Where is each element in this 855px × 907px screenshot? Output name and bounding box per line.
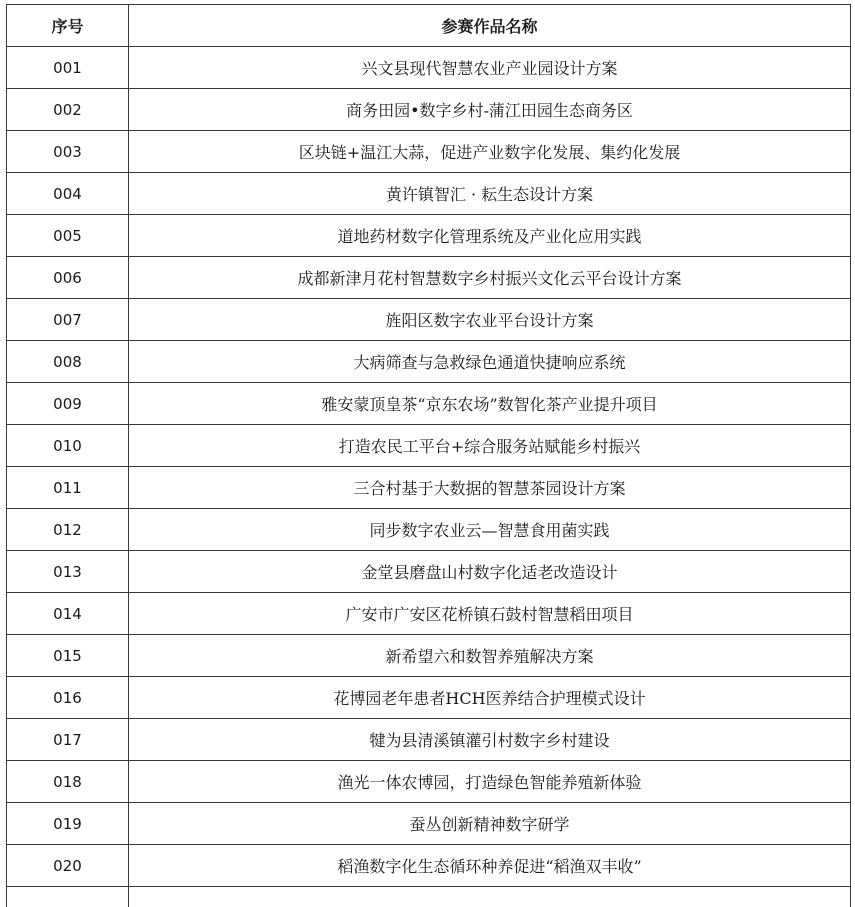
row-entry-name: 金堂县磨盘山村数字化适老改造设计 (129, 551, 851, 593)
row-entry-name: 渔光一体农博园，打造绿色智能养殖新体验 (129, 761, 851, 803)
table-row (7, 467, 851, 509)
row-entry-name: 雅安蒙顶皇茶“京东农场”数智化茶产业提升项目 (129, 383, 851, 425)
table-row (7, 383, 851, 425)
table-row (7, 803, 851, 845)
row-index: 018 (7, 761, 129, 803)
row-index: 010 (7, 425, 129, 467)
table-row (7, 635, 851, 677)
table-row (7, 551, 851, 593)
header-entry-name: 参赛作品名称 (129, 5, 851, 47)
table-row (7, 509, 851, 551)
table-row (7, 89, 851, 131)
table-row (7, 677, 851, 719)
row-index: 020 (7, 845, 129, 887)
row-entry-name: 蚕丛创新精神数字研学 (129, 803, 851, 845)
table-row (7, 299, 851, 341)
row-index: 019 (7, 803, 129, 845)
row-index: 005 (7, 215, 129, 257)
row-entry-name: 三合村基于大数据的智慧茶园设计方案 (129, 467, 851, 509)
table-row (7, 47, 851, 89)
row-entry-name: 稻渔数字化生态循环种养促进“稻渔双丰收” (129, 845, 851, 887)
row-entry-name: 广安市广安区花桥镇石鼓村智慧稻田项目 (129, 593, 851, 635)
table-row (7, 341, 851, 383)
row-index: 016 (7, 677, 129, 719)
table-row (7, 845, 851, 887)
row-index: 003 (7, 131, 129, 173)
table-row (7, 131, 851, 173)
header-index: 序号 (7, 5, 129, 47)
row-index: 002 (7, 89, 129, 131)
row-index: 012 (7, 509, 129, 551)
row-index: 014 (7, 593, 129, 635)
row-entry-name: 犍为县清溪镇灌引村数字乡村建设 (129, 719, 851, 761)
row-index: 007 (7, 299, 129, 341)
row-index: 013 (7, 551, 129, 593)
table-row (7, 257, 851, 299)
row-entry-name: 同步数字农业云—智慧食用菌实践 (129, 509, 851, 551)
row-entry-name: 黄许镇智汇 · 耘生态设计方案 (129, 173, 851, 215)
table-row (7, 593, 851, 635)
table-row (7, 425, 851, 467)
row-index: 008 (7, 341, 129, 383)
row-entry-name: 打造农民工平台+综合服务站赋能乡村振兴 (129, 425, 851, 467)
row-entry-name: 兴文县现代智慧农业产业园设计方案 (129, 47, 851, 89)
row-entry-name: 大病筛查与急救绿色通道快捷响应系统 (129, 341, 851, 383)
row-entry-name: 道地药材数字化管理系统及产业化应用实践 (129, 215, 851, 257)
row-entry-name: 商务田园•数字乡村-蒲江田园生态商务区 (129, 89, 851, 131)
row-index: 001 (7, 47, 129, 89)
header-row (7, 5, 851, 47)
row-entry-name: 新希望六和数智养殖解决方案 (129, 635, 851, 677)
row-index: 011 (7, 467, 129, 509)
table-row (7, 215, 851, 257)
row-entry-name: 花博园老年患者HCH医养结合护理模式设计 (129, 677, 851, 719)
row-entry-name: 区块链+温江大蒜，促进产业数字化发展、集约化发展 (129, 131, 851, 173)
entries-table (6, 4, 851, 907)
row-entry-name: 旌阳区数字农业平台设计方案 (129, 299, 851, 341)
row-index: 006 (7, 257, 129, 299)
row-index: 015 (7, 635, 129, 677)
table-row (7, 173, 851, 215)
row-index: 004 (7, 173, 129, 215)
table-row (7, 719, 851, 761)
row-index: 009 (7, 383, 129, 425)
table-row (7, 761, 851, 803)
row-entry-name: 成都新津月花村智慧数字乡村振兴文化云平台设计方案 (129, 257, 851, 299)
row-index: 017 (7, 719, 129, 761)
